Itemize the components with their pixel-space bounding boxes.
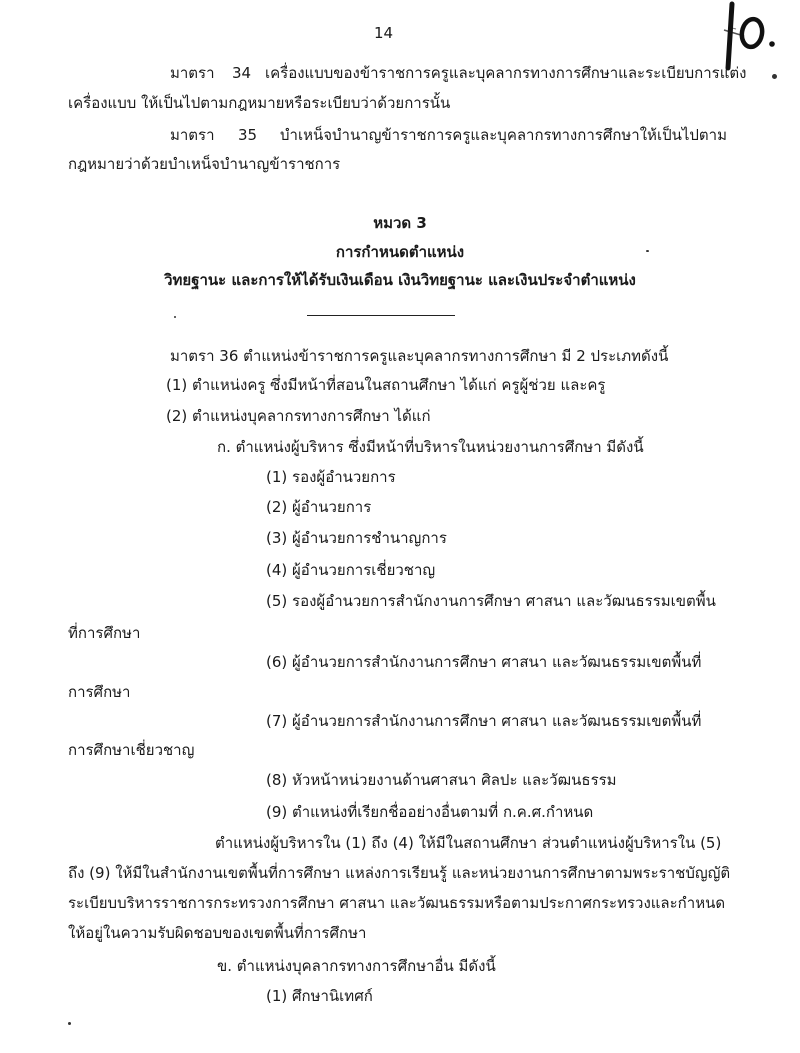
- body-paragraph-line: ตำแหน่งผู้บริหารใน (1) ถึง (4) ให้มีในสถานศึกษา ส่วนตำแหน่งผู้บริหารใน (5): [215, 834, 722, 852]
- scan-speck: [68, 1022, 71, 1025]
- scan-speck: [174, 316, 176, 318]
- section-34-label: มาตรา: [170, 64, 215, 82]
- executive-position-item: (1) รองผู้อำนวยการ: [266, 468, 396, 486]
- executive-position-item-cont: การศึกษา: [68, 683, 131, 701]
- section-36-intro: มาตรา 36 ตำแหน่งข้าราชการครูและบุคลากรทางการศึกษา มี 2 ประเภทดังนี้: [170, 347, 669, 365]
- executive-position-item: (8) หัวหน้าหน่วยงานด้านศาสนา ศิลปะ และวัฒนธรรม: [266, 771, 617, 789]
- page-number: 14: [374, 24, 394, 42]
- executive-position-item: (4) ผู้อำนวยการเชี่ยวชาญ: [266, 561, 436, 579]
- scan-speck: [772, 74, 777, 79]
- section-34-number: 34: [232, 64, 252, 82]
- body-paragraph-line: ให้อยู่ในความรับผิดชอบของเขตพื้นที่การศึกษา: [68, 924, 367, 942]
- executive-position-item: (7) ผู้อำนวยการสำนักงานการศึกษา ศาสนา และวัฒนธรรมเขตพื้นที่: [266, 712, 702, 730]
- section-34-text-cont: เครื่องแบบ ให้เป็นไปตามกฎหมายหรือระเบียบว่าด้วยการนั้น: [68, 94, 451, 112]
- chapter-title: การกำหนดตำแหน่ง: [335, 243, 465, 261]
- executive-position-item-cont: ที่การศึกษา: [68, 624, 141, 642]
- executive-position-item: (2) ผู้อำนวยการ: [266, 498, 372, 516]
- body-paragraph-line: ถึง (9) ให้มีในสำนักงานเขตพื้นที่การศึกษา แหล่งการเรียนรู้ และหน่วยงานการศึกษาตามพระราชบัญญัติ: [68, 864, 731, 882]
- chapter-number: หมวด 3: [373, 214, 427, 232]
- section-35-text: บำเหน็จบำนาญข้าราชการครูและบุคลากรทางการศึกษาให้เป็นไปตาม: [280, 126, 727, 144]
- section-35-number: 35: [238, 126, 258, 144]
- section-34-text: เครื่องแบบของข้าราชการครูและบุคลากรทางการศึกษาและระเบียบการแต่ง: [265, 64, 747, 82]
- subsection-b-heading: ข. ตำแหน่งบุคลากรทางการศึกษาอื่น มีดังนี้: [217, 957, 496, 975]
- section-35-label: มาตรา: [170, 126, 215, 144]
- heading-divider: [307, 315, 455, 316]
- executive-position-item: (9) ตำแหน่งที่เรียกชื่ออย่างอื่นตามที่ ก.ค.ศ.กำหนด: [266, 803, 594, 821]
- chapter-subtitle: วิทยฐานะ และการให้ได้รับเงินเดือน เงินวิทยฐานะ และเงินประจำตำแหน่ง: [164, 271, 636, 289]
- section-36-item-2: (2) ตำแหน่งบุคลากรทางการศึกษา ได้แก่: [166, 407, 431, 425]
- other-personnel-item: (1) ศึกษานิเทศก์: [266, 987, 373, 1005]
- executive-position-item: (6) ผู้อำนวยการสำนักงานการศึกษา ศาสนา และวัฒนธรรมเขตพื้นที่: [266, 653, 702, 671]
- executive-position-item-cont: การศึกษาเชี่ยวชาญ: [68, 741, 195, 759]
- body-paragraph-line: ระเบียบบริหารราชการกระทรวงการศึกษา ศาสนา และวัฒนธรรมหรือตามประกาศกระทรวงและกำหนด: [68, 894, 726, 912]
- section-36-item-1: (1) ตำแหน่งครู ซึ่งมีหน้าที่สอนในสถานศึกษา ได้แก่ ครูผู้ช่วย และครู: [166, 376, 606, 394]
- section-35-text-cont: กฎหมายว่าด้วยบำเหน็จบำนาญข้าราชการ: [68, 155, 341, 173]
- executive-position-item: (3) ผู้อำนวยการชำนาญการ: [266, 529, 447, 547]
- subsection-a-heading: ก. ตำแหน่งผู้บริหาร ซึ่งมีหน้าที่บริหารในหน่วยงานการศึกษา มีดังนี้: [217, 438, 644, 456]
- executive-position-item: (5) รองผู้อำนวยการสำนักงานการศึกษา ศาสนา และวัฒนธรรมเขตพื้น: [266, 592, 716, 610]
